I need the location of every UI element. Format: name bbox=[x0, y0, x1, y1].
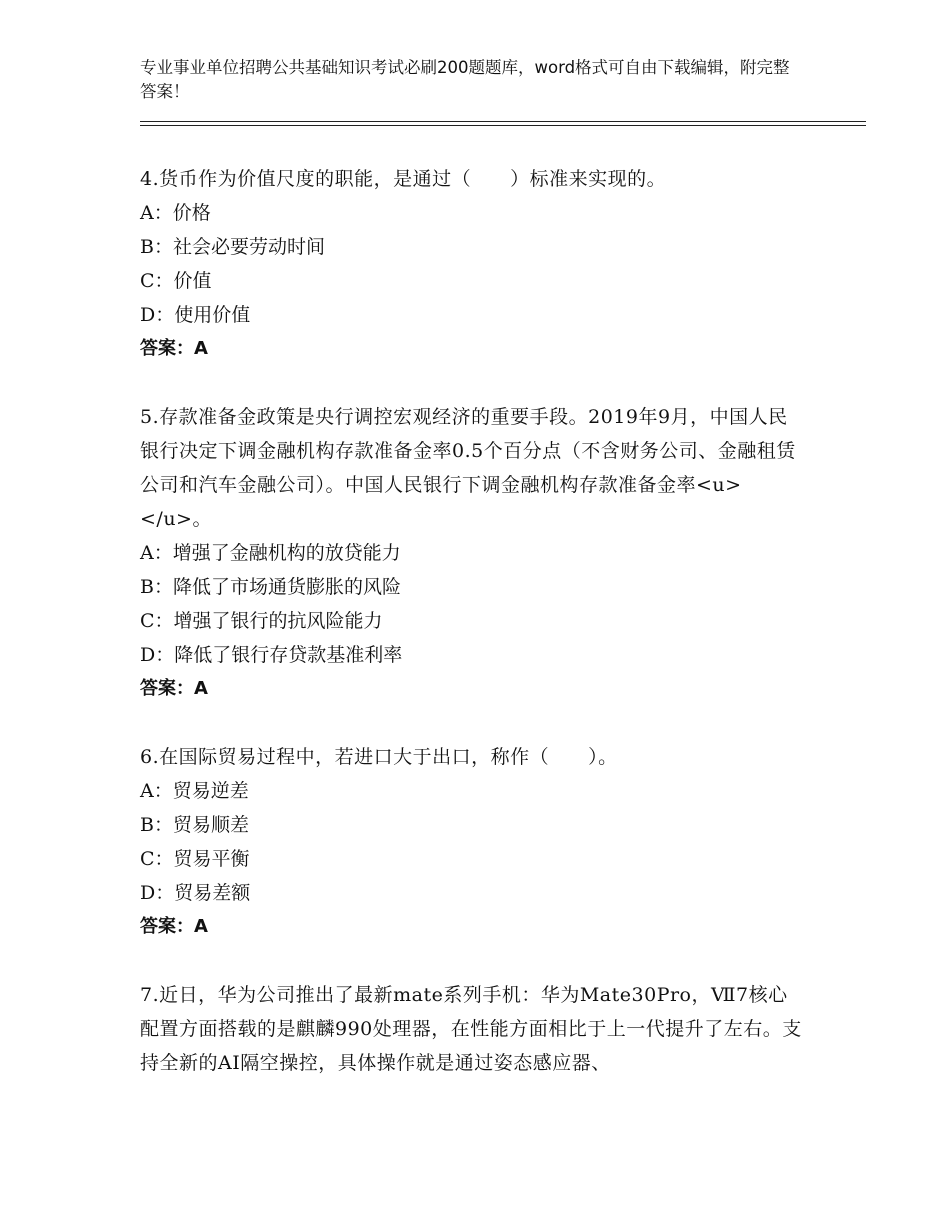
option-d: D：贸易差额 bbox=[140, 882, 251, 904]
question-stem: 6.在国际贸易过程中，若进口大于出口，称作（ ）。 bbox=[140, 746, 618, 768]
option-c: C：价值 bbox=[140, 270, 212, 292]
question-5 bbox=[140, 400, 820, 706]
answer: 答案：A bbox=[140, 338, 208, 359]
option-c: C：增强了银行的抗风险能力 bbox=[140, 610, 383, 632]
question-stem: 7.近日，华为公司推出了最新mate系列手机：华为Mate30Pro，Ⅶ7核心配置方面搭载的是麒麟990处理器，在性能方面相比于上一代提升了左右。支持全新的AI隔空操控，具体操作就是通过姿态感应器、 bbox=[140, 984, 802, 1074]
option-b: B：降低了市场通货膨胀的风险 bbox=[140, 576, 401, 598]
question-7 bbox=[140, 978, 805, 1080]
answer: 答案：A bbox=[140, 678, 208, 699]
option-a: A：增强了金融机构的放贷能力 bbox=[140, 542, 401, 564]
question-6 bbox=[140, 740, 805, 944]
question-list bbox=[140, 162, 820, 1080]
option-c: C：贸易平衡 bbox=[140, 848, 250, 870]
option-b: B：社会必要劳动时间 bbox=[140, 236, 325, 258]
question-stem: 5.存款准备金政策是央行调控宏观经济的重要手段。2019年9月，中国人民银行决定下调金融机构存款准备金率0.5个百分点（不含财务公司、金融租赁公司和汽车金融公司）。中国人民银行下调金融机构存款准备金率<u> </u>。 bbox=[140, 406, 820, 530]
question-4 bbox=[140, 162, 805, 366]
question-stem: 4.货币作为价值尺度的职能，是通过（ ）标准来实现的。 bbox=[140, 168, 667, 190]
header-divider bbox=[140, 121, 866, 126]
option-d: D：使用价值 bbox=[140, 304, 251, 326]
option-a: A：贸易逆差 bbox=[140, 780, 249, 802]
answer: 答案：A bbox=[140, 916, 208, 937]
option-d: D：降低了银行存贷款基准利率 bbox=[140, 644, 403, 666]
option-b: B：贸易顺差 bbox=[140, 814, 249, 836]
option-a: A：价格 bbox=[140, 202, 211, 224]
document-header: 专业事业单位招聘公共基础知识考试必刷200题题库，word格式可自由下载编辑，附完整答案！ bbox=[140, 58, 790, 101]
